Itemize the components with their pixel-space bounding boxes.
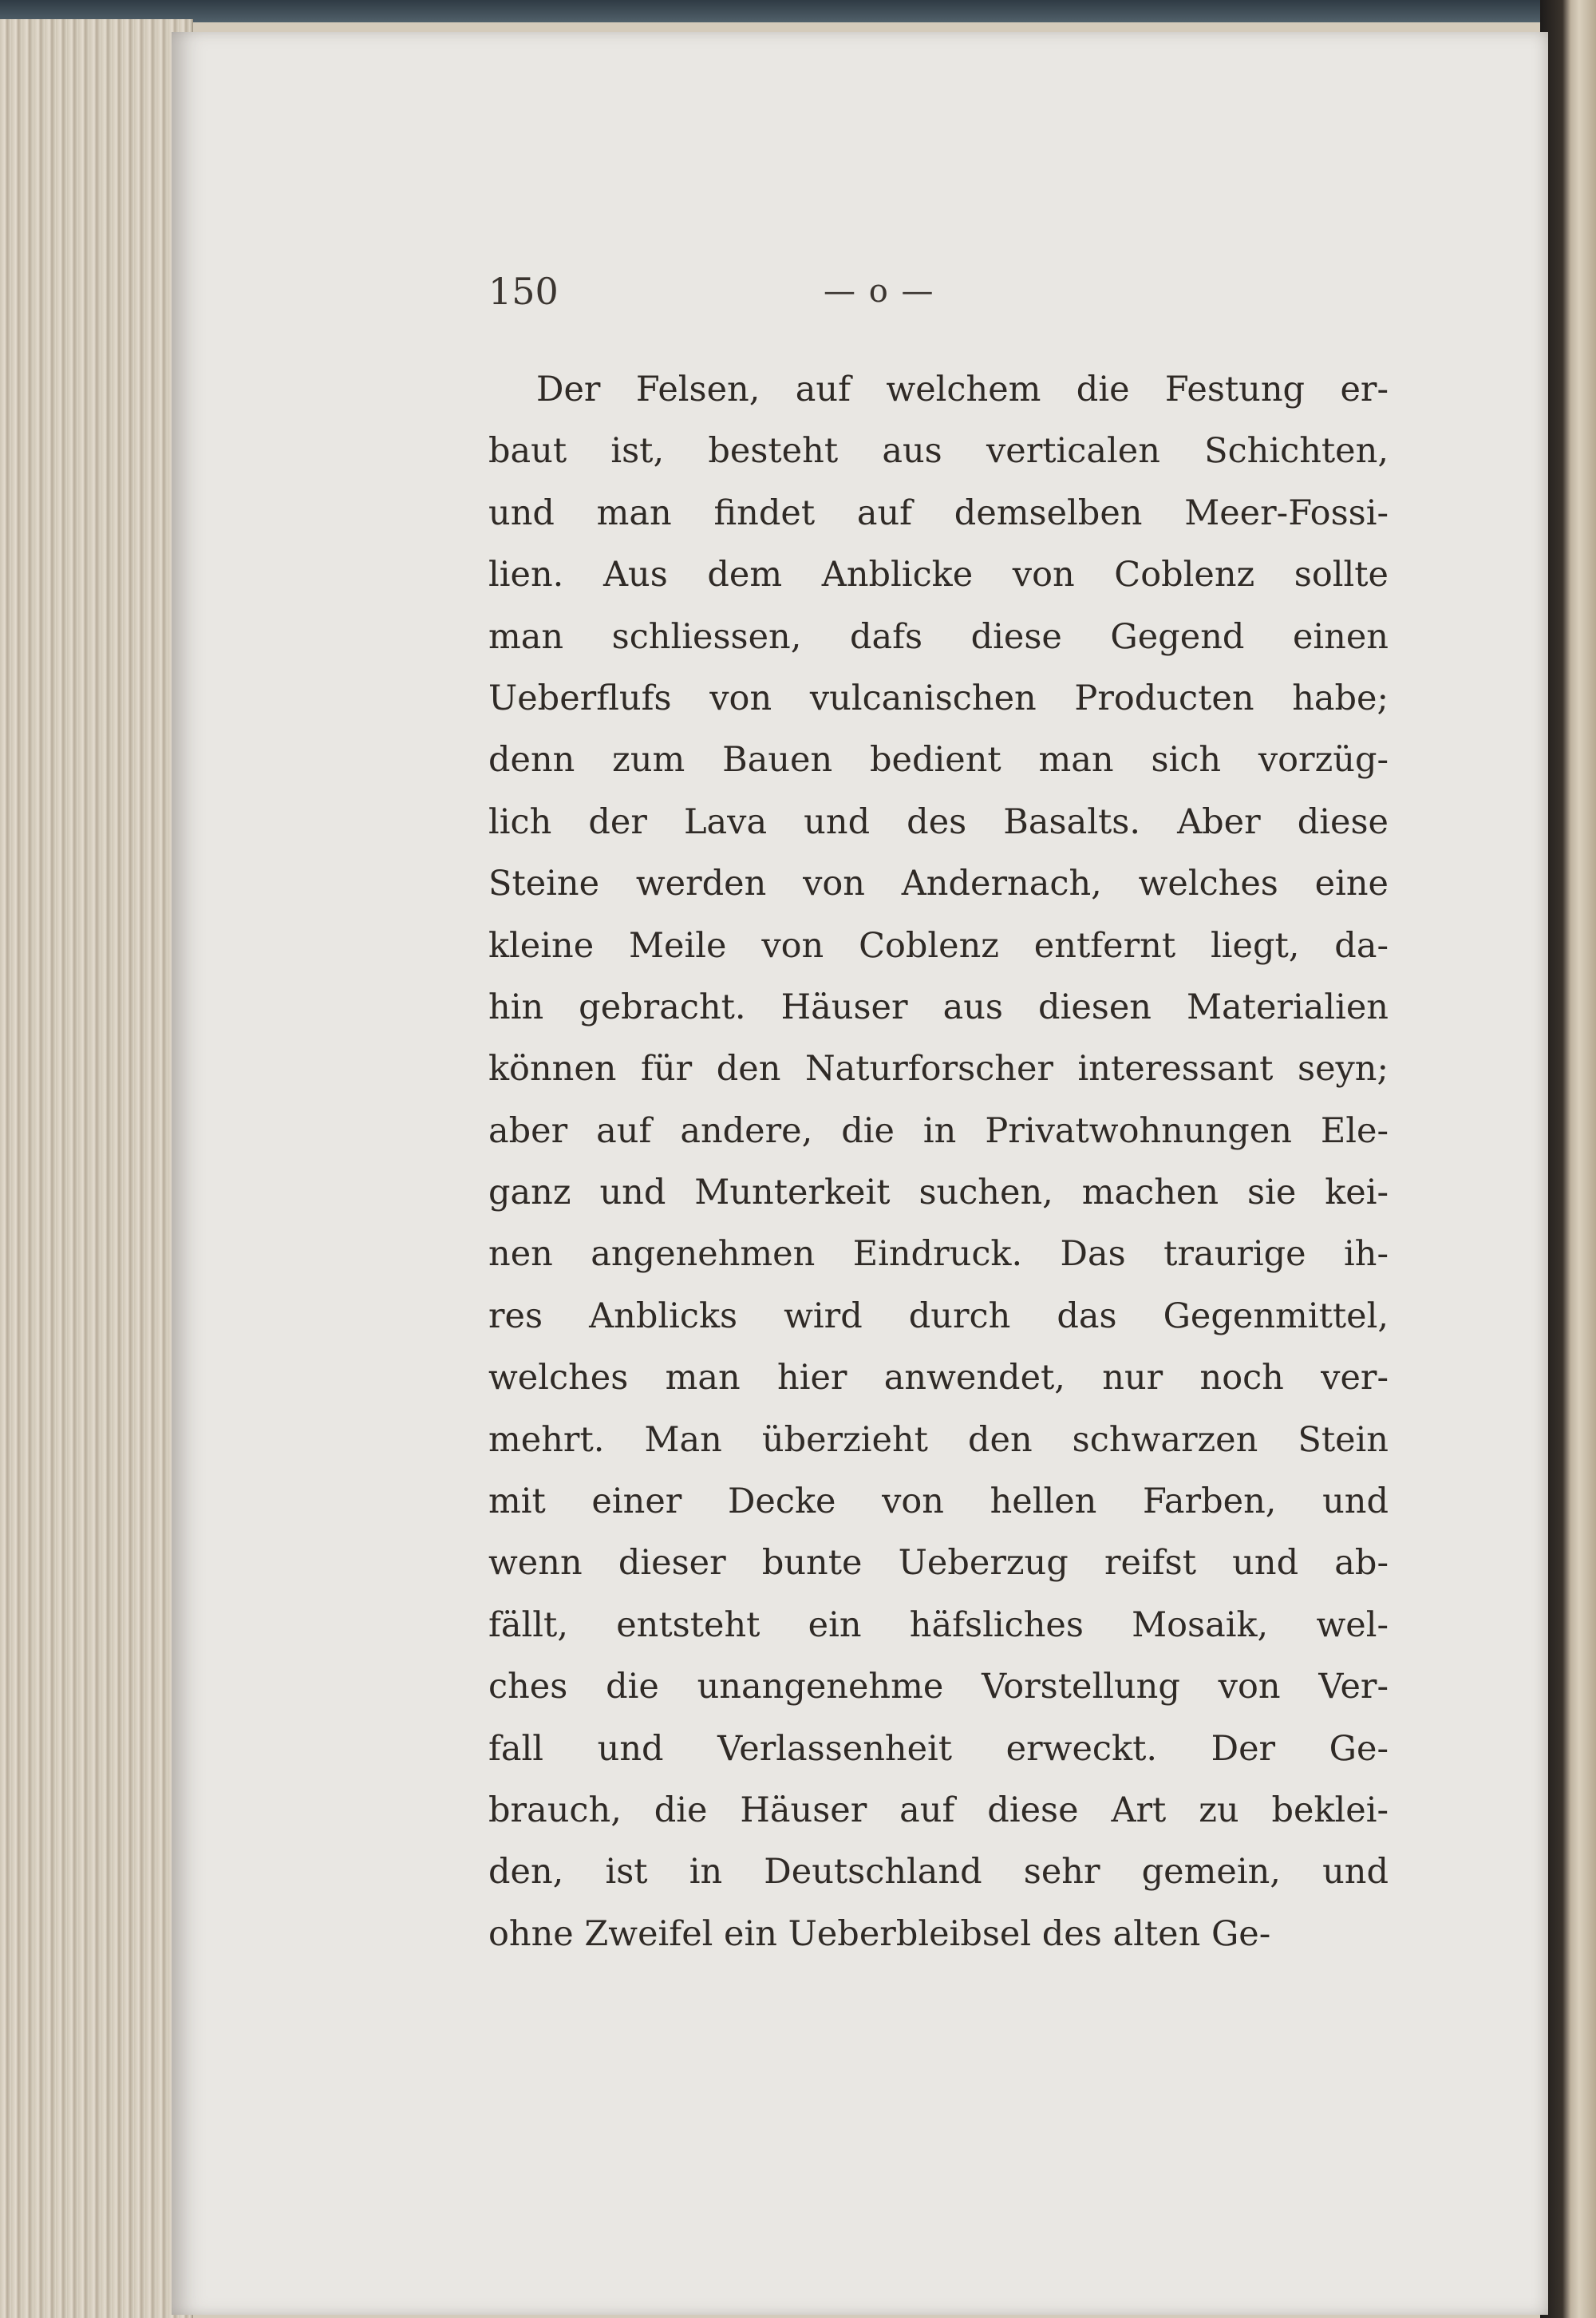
text-line: und man findet auf demselben Meer-Fossi-: [488, 492, 1389, 533]
book-cover-edge: [0, 0, 1596, 22]
text-line: fall und Verlassenheit erweckt. Der Ge-: [488, 1728, 1389, 1769]
text-line: welches man hier anwendet, nur noch ver-: [488, 1358, 1389, 1398]
text-line: res Anblicks wird durch das Gegenmittel,: [488, 1295, 1389, 1336]
text-line: ohne Zweifel ein Ueberbleibsel des alten Ge-: [488, 1913, 1271, 1954]
text-line: mit einer Decke von hellen Farben, und: [488, 1481, 1389, 1522]
text-line: den, ist in Deutschland sehr gemein, und: [488, 1852, 1389, 1893]
running-head: — o —: [824, 273, 935, 310]
text-line: hin gebracht. Häuser aus diesen Materialien: [488, 987, 1389, 1027]
text-line: kleine Meile von Coblenz entfernt liegt, da-: [488, 925, 1389, 966]
text-line: aber auf andere, die in Privatwohnungen Ele-: [488, 1110, 1389, 1151]
page-stack-edge: [0, 19, 193, 2318]
page-number: 150: [488, 270, 559, 313]
page-header: [488, 259, 1047, 323]
text-line: ganz und Munterkeit suchen, machen sie kei-: [488, 1173, 1389, 1213]
text-line: lich der Lava und des Basalts. Aber diese: [488, 801, 1389, 842]
text-line: Ueberflufs von vulcanischen Producten habe;: [488, 678, 1389, 718]
text-line: brauch, die Häuser auf diese Art zu beklei-: [488, 1790, 1389, 1830]
text-line: nen angenehmen Eindruck. Das traurige ih-: [488, 1234, 1389, 1275]
text-line: lien. Aus dem Anblicke von Coblenz sollte: [488, 555, 1389, 595]
body-text: [488, 359, 1389, 1965]
text-line: Der Felsen, auf welchem die Festung er-: [536, 370, 1389, 409]
text-line: fällt, entsteht ein häfsliches Mosaik, wel-: [488, 1604, 1389, 1645]
text-line: man schliessen, dafs diese Gegend einen: [488, 616, 1389, 657]
book-spine-edge: [1540, 0, 1596, 2318]
text-line: wenn dieser bunte Ueberzug reifst und ab-: [488, 1543, 1389, 1584]
text-line: Steine werden von Andernach, welches eine: [488, 864, 1389, 904]
text-line: können für den Naturforscher interessant seyn;: [488, 1049, 1389, 1090]
text-line: denn zum Bauen bedient man sich vorzüg-: [488, 740, 1389, 781]
text-line: mehrt. Man überzieht den schwarzen Stein: [488, 1419, 1389, 1460]
text-line: baut ist, besteht aus verticalen Schichten,: [488, 431, 1389, 472]
text-line: ches die unangenehme Vorstellung von Ver-: [488, 1667, 1389, 1707]
